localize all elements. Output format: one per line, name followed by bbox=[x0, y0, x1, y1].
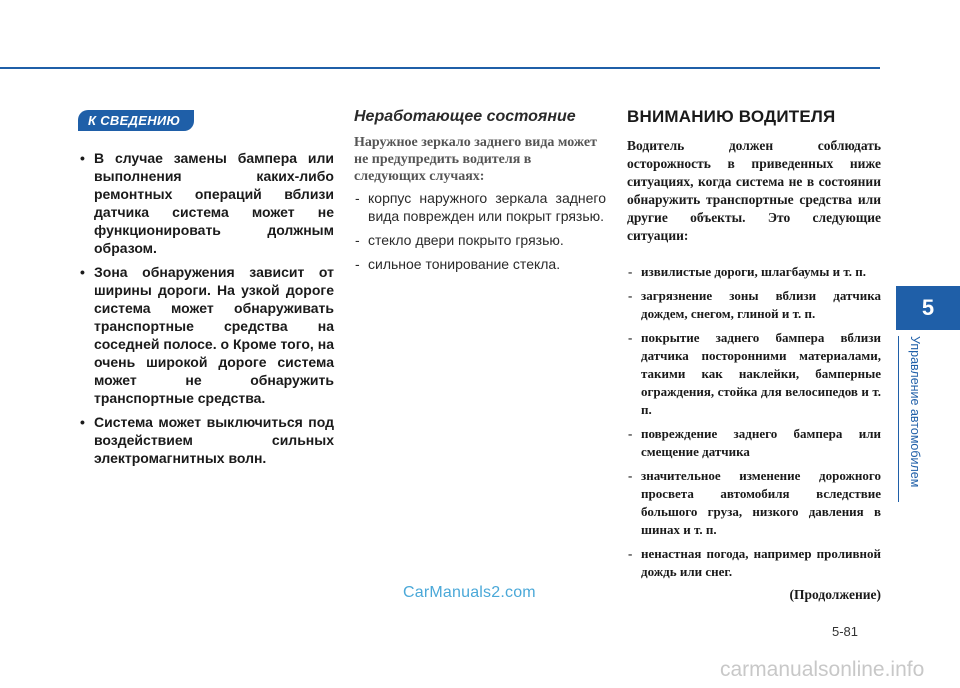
continued-label: (Продолжение) bbox=[789, 587, 881, 602]
footer-watermark: carmanualsonline.info bbox=[720, 658, 925, 681]
note-bullet-item: • В случае замены бампера или выполнения каких-либо ремонтных операций вблизи датчика система может не функционировать должным образом. bbox=[78, 149, 334, 257]
right-column bbox=[627, 107, 881, 603]
chapter-tab: 5 bbox=[896, 286, 960, 330]
warning-item: - покрытие заднего бампера вблизи датчика посторонними материалами, такими как наклейки, бамперные ограждения, стойка для велосипедов и т. п. bbox=[627, 329, 881, 419]
header-rule bbox=[0, 67, 880, 69]
note-bullet-item: • Зона обнаружения зависит от ширины дороги. На узкой дороге система может обнаруживать транспортные средства на соседней полосе. о Кроме того, на очень широкой дороге система может не обнаружить транспортные средства. bbox=[78, 263, 334, 407]
watermark-link[interactable]: CarManuals2.com bbox=[403, 584, 536, 601]
note-bullet-item: • Система может выключиться под воздействием сильных электромагнитных волн. bbox=[78, 413, 334, 467]
page-number: 5-81 bbox=[832, 624, 859, 639]
warning-title: ВНИМАНИЮ ВОДИТЕЛЯ bbox=[627, 107, 836, 126]
condition-item: - корпус наружного зеркала заднего вида поврежден или покрыт грязью. bbox=[354, 189, 606, 225]
warning-item: - повреждение заднего бампера или смещение датчика bbox=[627, 425, 881, 461]
section-title: Неработающее состояние bbox=[354, 108, 576, 125]
warning-item: - загрязнение зоны вблизи датчика дождем, снегом, глиной и т. п. bbox=[627, 287, 881, 323]
warning-item: - значительное изменение дорожного просвета автомобиля вследствие большого груза, низкого давления в шинах и т. п. bbox=[627, 467, 881, 539]
warning-lead: Водитель должен соблюдать осторожность в приведенных ниже ситуациях, когда система не в состоянии обнаружить транспортные средства или другие объекты. Это следующие ситуации: bbox=[627, 138, 881, 243]
note-bullet-list bbox=[78, 149, 334, 467]
condition-item: - стекло двери покрыто грязью. bbox=[354, 231, 606, 249]
warning-item: - извилистые дороги, шлагбаумы и т. п. bbox=[627, 263, 881, 281]
warning-item: - ненастная погода, например проливной дождь или снег. bbox=[627, 545, 881, 581]
chapter-divider bbox=[898, 336, 899, 502]
note-badge: К СВЕДЕНИЮ bbox=[78, 110, 194, 131]
condition-item: - сильное тонирование стекла. bbox=[354, 255, 606, 273]
section-lead: Наружное зеркало заднего вида может не предупредить водителя в следующих случаях: bbox=[354, 135, 597, 184]
chapter-label: Управление автомобилем bbox=[908, 336, 922, 488]
left-column bbox=[78, 110, 334, 473]
warning-list bbox=[627, 263, 881, 581]
middle-column bbox=[354, 110, 606, 279]
condition-list bbox=[354, 189, 606, 273]
